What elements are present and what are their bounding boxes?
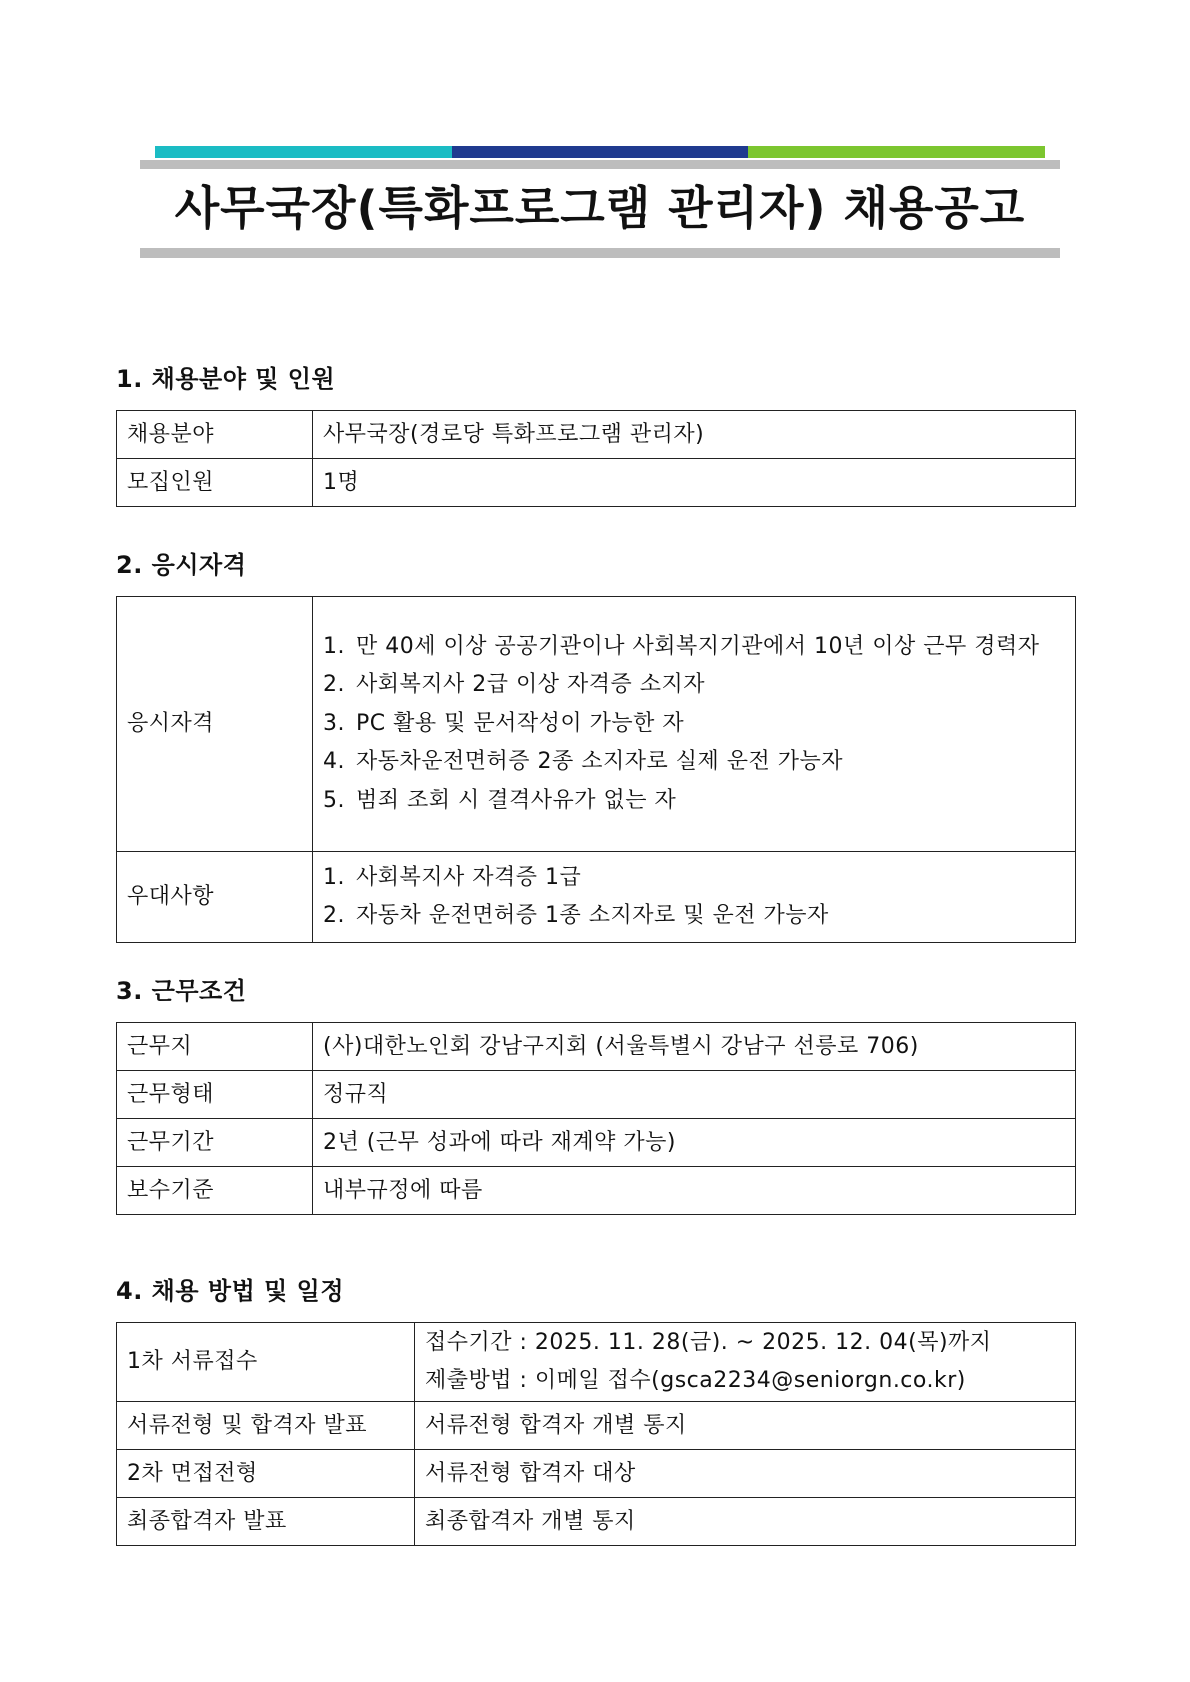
table-row <box>117 1323 1076 1402</box>
qualification-label: 응시자격 <box>117 597 313 852</box>
employment-type-label: 근무형태 <box>117 1071 313 1119</box>
table-row <box>117 597 1076 852</box>
headcount-value: 1명 <box>313 459 1076 507</box>
table-row <box>117 1498 1076 1546</box>
field-value: 사무국장(경로당 특화프로그램 관리자) <box>313 411 1076 459</box>
schedule-table <box>116 1322 1076 1546</box>
table-row <box>117 1023 1076 1071</box>
application-period: 접수기간 : 2025. 11. 28(금). ~ 2025. 12. 04(목)까지 <box>425 1330 992 1355</box>
list-item: 5. 범죄 조회 시 결격사유가 없는 자 <box>323 787 677 813</box>
list-item: 2. 자동차 운전면허증 1종 소지자로 및 운전 가능자 <box>323 903 829 928</box>
salary-value: 내부규정에 따름 <box>313 1167 1076 1215</box>
list-item: 2. 사회복지사 2급 이상 자격증 소지자 <box>323 672 705 698</box>
title-rule-bottom <box>140 248 1060 258</box>
accent-bar-green <box>748 146 1045 158</box>
screening-result-value: 서류전형 합격자 개별 통지 <box>415 1402 1076 1450</box>
document-screening-value <box>415 1323 1076 1402</box>
employment-type-value: 정규직 <box>313 1071 1076 1119</box>
workplace-label: 근무지 <box>117 1023 313 1071</box>
table-row <box>117 1119 1076 1167</box>
table-row <box>117 1402 1076 1450</box>
list-item: 1. 사회복지사 자격증 1급 <box>323 864 582 890</box>
workplace-value: (사)대한노인회 강남구지회 (서울특별시 강남구 선릉로 706) <box>313 1023 1076 1071</box>
table-row <box>117 1450 1076 1498</box>
salary-label: 보수기준 <box>117 1167 313 1215</box>
field-label: 채용분야 <box>117 411 313 459</box>
qualification-table <box>116 596 1076 943</box>
table-row <box>117 411 1076 459</box>
interview-label: 2차 면접전형 <box>117 1450 415 1498</box>
section-heading-conditions: 3. 근무조건 <box>116 977 247 1005</box>
accent-bar-navy <box>452 146 749 158</box>
preference-label: 우대사항 <box>117 852 313 943</box>
preference-list <box>323 859 1065 936</box>
headcount-label: 모집인원 <box>117 459 313 507</box>
conditions-table <box>116 1022 1076 1215</box>
section-heading-field: 1. 채용분야 및 인원 <box>116 365 336 393</box>
qualification-list <box>323 628 1065 821</box>
field-table <box>116 410 1076 507</box>
table-row <box>117 1071 1076 1119</box>
accent-bar-cyan <box>155 146 452 158</box>
title-rule-top <box>140 160 1060 169</box>
final-result-label: 최종합격자 발표 <box>117 1498 415 1546</box>
page-title: 사무국장(특화프로그램 관리자) 채용공고 <box>174 181 1026 235</box>
section-heading-qualification: 2. 응시자격 <box>116 551 247 579</box>
table-row <box>117 852 1076 943</box>
work-period-value: 2년 (근무 성과에 따라 재계약 가능) <box>313 1119 1076 1167</box>
document-screening-label: 1차 서류접수 <box>117 1323 415 1402</box>
work-period-label: 근무기간 <box>117 1119 313 1167</box>
preference-list-cell <box>313 852 1076 943</box>
accent-color-bars <box>155 146 1045 158</box>
submission-method: 제출방법 : 이메일 접수(gsca2234@seniorgn.co.kr) <box>425 1368 966 1393</box>
qualification-list-cell <box>313 597 1076 852</box>
section-heading-schedule: 4. 채용 방법 및 일정 <box>116 1277 345 1305</box>
table-row <box>117 459 1076 507</box>
final-result-value: 최종합격자 개별 통지 <box>415 1498 1076 1546</box>
interview-value: 서류전형 합격자 대상 <box>415 1450 1076 1498</box>
list-item: 3. PC 활용 및 문서작성이 가능한 자 <box>323 710 685 736</box>
list-item: 1. 만 40세 이상 공공기관이나 사회복지기관에서 10년 이상 근무 경력자 <box>323 633 1040 659</box>
list-item: 4. 자동차운전면허증 2종 소지자로 실제 운전 가능자 <box>323 749 844 775</box>
table-row <box>117 1167 1076 1215</box>
screening-result-label: 서류전형 및 합격자 발표 <box>117 1402 415 1450</box>
